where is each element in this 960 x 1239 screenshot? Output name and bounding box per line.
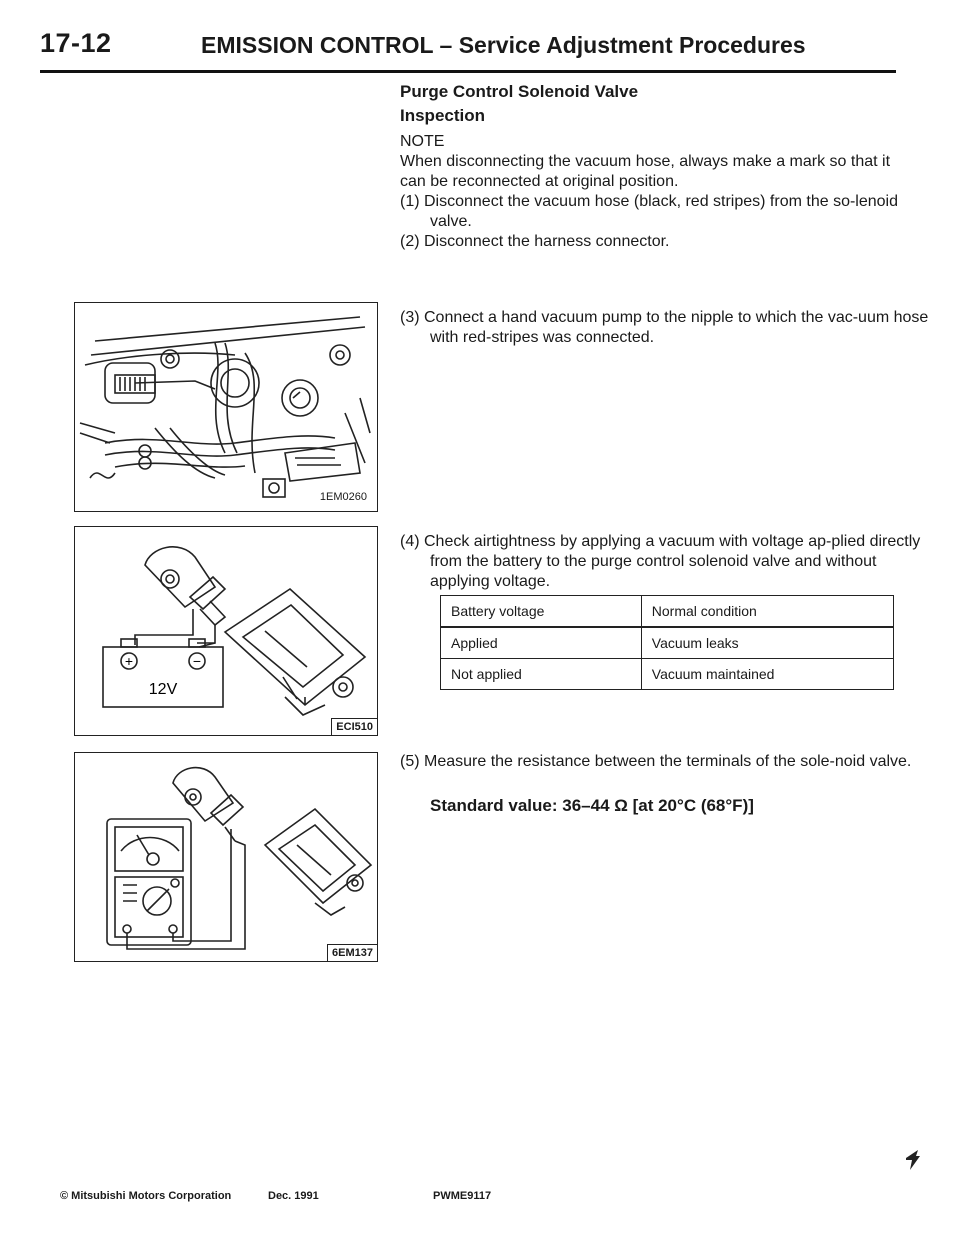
figure-code-1: 1EM0260	[316, 489, 371, 505]
table-row	[441, 659, 894, 690]
table-header-cell: Battery voltage	[441, 596, 642, 628]
section-intro	[400, 82, 900, 252]
figure-engine-bay	[74, 302, 378, 512]
battery-minus-icon: −	[192, 653, 202, 669]
footer-doc-code: PWME9117	[433, 1190, 492, 1202]
battery-voltage-label: 12V	[148, 681, 178, 698]
table-cell: Vacuum maintained	[641, 659, 893, 690]
step-2: (2) Disconnect the harness connector.	[400, 233, 670, 250]
step-3: (3) Connect a hand vacuum pump to the nipple to which the vac-uum hose with red-stripes was connected.	[400, 309, 929, 346]
note-label: NOTE	[400, 133, 445, 150]
figure-battery-test	[74, 526, 378, 736]
figure-code-2: ECI510	[331, 718, 377, 735]
figure-code-3: 6EM137	[327, 944, 377, 961]
step-4: (4) Check airtightness by applying a vacuum with voltage ap-plied directly from the battery to the purge control solenoid valve and without applying voltage.	[400, 533, 921, 590]
figure-resistance-test	[74, 752, 378, 962]
footer-date: Dec. 1991	[268, 1190, 319, 1202]
header-rule	[40, 70, 896, 73]
table-header-row	[441, 596, 894, 628]
condition-table	[440, 595, 894, 690]
page-title: EMISSION CONTROL – Service Adjustment Procedures	[201, 32, 806, 58]
table-cell: Not applied	[441, 659, 642, 690]
step-5: (5) Measure the resistance between the terminals of the sole-noid valve.	[400, 753, 912, 770]
battery-test-diagram	[75, 527, 377, 735]
resistance-test-diagram	[75, 753, 377, 961]
section-subtitle: Inspection	[400, 106, 486, 125]
section-title: Purge Control Solenoid Valve	[400, 82, 639, 101]
table-cell: Vacuum leaks	[641, 627, 893, 659]
table-header-cell: Normal condition	[641, 596, 893, 628]
step-1: (1) Disconnect the vacuum hose (black, red stripes) from the so-lenoid valve.	[400, 193, 898, 230]
table-cell: Applied	[441, 627, 642, 659]
page-number: 17-12	[40, 28, 112, 58]
battery-plus-icon: +	[124, 653, 134, 669]
table-row	[441, 627, 894, 659]
standard-value: Standard value: 36–44 Ω [at 20°C (68°F)]	[430, 796, 754, 815]
corner-mark-icon	[900, 1146, 924, 1174]
footer-copyright: © Mitsubishi Motors Corporation	[60, 1190, 232, 1202]
engine-bay-illustration	[75, 303, 377, 511]
note-text: When disconnecting the vacuum hose, always make a mark so that it can be reconnected at original position.	[400, 153, 891, 190]
